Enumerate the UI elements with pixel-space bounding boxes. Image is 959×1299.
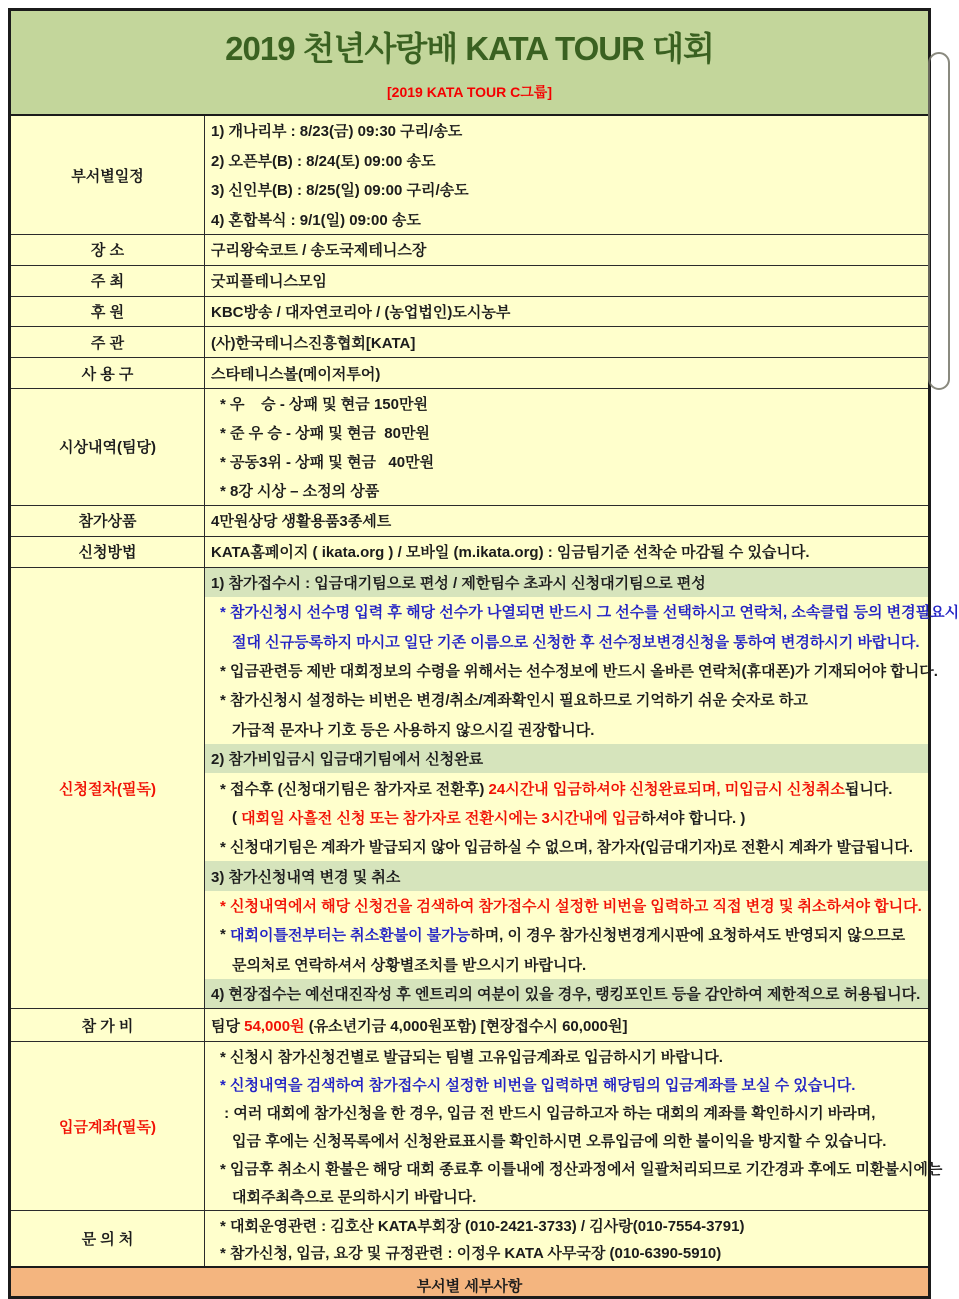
- text-segment: 54,000원: [244, 1017, 305, 1035]
- text-line: [205, 1098, 928, 1126]
- row-fee: [11, 1008, 928, 1041]
- row-content-contact: [205, 1211, 928, 1266]
- text-segment: 3) 참가신청내역 변경 및 취소: [211, 868, 401, 886]
- row-schedule: [11, 116, 928, 234]
- text-segment: KBC방송 / 대자연코리아 / (농업법인)도시농부: [211, 303, 511, 321]
- text-segment: 대회이틀전부터는 취소환불이 불가능: [230, 927, 471, 945]
- text-line: [205, 476, 928, 505]
- text-line: [205, 920, 928, 949]
- text-segment: 3) 신인부(B) : 8/25(일) 09:00 구리/송도: [211, 182, 469, 200]
- text-segment: : 여러 대회에 참가신청을 한 경우, 입금 전 반드시 입금하고자 하는 대회의 계좌를 확인하시기 바라며,: [220, 1104, 876, 1122]
- footer-section-title: 부서별 세부사항: [416, 1278, 523, 1296]
- text-segment: 2) 오픈부(B) : 8/24(토) 09:00 송도: [211, 152, 436, 170]
- text-segment: 팀당: [211, 1017, 245, 1035]
- row-method: [11, 536, 928, 567]
- row-label-account: 입금계좌(필독): [11, 1042, 205, 1210]
- row-label-host: 주 최: [11, 266, 205, 296]
- text-segment: * 참가신청, 입금, 요강 및 규정관련 : 이정우 KATA 사무국장 (010-6390-5910): [220, 1245, 722, 1263]
- text-line: [205, 297, 928, 327]
- text-line: [205, 537, 928, 567]
- text-segment: * 신청내역에서 해당 신청건을 검색하여 참가접수시 설정한 비번을 입력하고 직접 변경 및 취소하셔야 합니다.: [220, 898, 922, 916]
- text-line: [205, 506, 928, 536]
- document-header: [11, 11, 928, 116]
- text-segment: * 우 승 - 상패 및 현금 150만원: [220, 395, 428, 413]
- text-line: [205, 744, 928, 773]
- row-content-method: [205, 537, 928, 567]
- row-procedure: [11, 567, 959, 1009]
- text-segment: 4) 현장접수는 예선대진작성 후 엔트리의 여분이 있을 경우, 랭킹포인트 등을 감안하여 제한적으로 허용됩니다.: [211, 986, 921, 1004]
- text-segment: (유소년기금 4,000원포함) [현장접수시 60,000원]: [304, 1017, 628, 1035]
- text-segment: 스타테니스볼(메이저투어): [211, 365, 381, 383]
- row-host: [11, 265, 928, 296]
- text-segment: 가급적 문자나 기호 등은 사용하지 않으시길 권장합니다.: [232, 721, 595, 739]
- text-line: [205, 1070, 928, 1098]
- text-segment: 2) 참가비입금시 입금대기팀에서 신청완료: [211, 751, 484, 769]
- text-line: [205, 389, 928, 418]
- row-ball: [11, 357, 928, 388]
- text-segment: * 신청대기팀은 계좌가 발급되지 않아 입금하실 수 없으며, 참가자(입금대기자)로 전환시 계좌가 발급됩니다.: [220, 839, 914, 857]
- text-line: [205, 358, 928, 388]
- row-venue: [11, 234, 928, 265]
- row-contact: [11, 1210, 928, 1266]
- text-line: [205, 832, 928, 861]
- text-segment: 절대 신규등록하지 마시고 일단 기존 이름으로 신청한 후 선수정보변경신청을 통하여 변경하시기 바랍니다.: [232, 633, 920, 651]
- row-label-venue: 장 소: [11, 235, 205, 265]
- info-table: [11, 116, 959, 1266]
- text-segment: * 공동3위 - 상패 및 현금 40만원: [220, 453, 435, 471]
- text-line: [205, 773, 928, 802]
- footer-section-bar: [11, 1266, 928, 1296]
- row-content-sponsor: [205, 297, 928, 327]
- text-segment: 대회일 사흘전 신청 또는 참가자로 전환시에는 3시간내에 입금: [241, 809, 641, 827]
- text-segment: * 8강 시상 – 소정의 상품: [220, 482, 380, 500]
- row-label-schedule: 부서별일정: [11, 116, 205, 234]
- text-segment: 4) 혼합복식 : 9/1(일) 09:00 송도: [211, 211, 421, 229]
- text-segment: (사)한국테니스진흥협회[KATA]: [211, 334, 416, 352]
- row-content-host: [205, 266, 928, 296]
- text-segment: KATA홈페이지 ( ikata.org ) / 모바일 (m.ikata.org) : 임금팀기준 선착순 마감될 수 있습니다.: [211, 544, 810, 562]
- row-label-contact: 문 의 처: [11, 1211, 205, 1266]
- text-segment: 4만원상당 생활용품3종세트: [211, 513, 392, 531]
- text-segment: 1) 개나리부 : 8/23(금) 09:30 구리/송도: [211, 123, 463, 141]
- text-line: [205, 950, 928, 979]
- text-line: [205, 861, 928, 890]
- text-segment: 입금 후에는 신청목록에서 신청완료표시를 확인하시면 오류입금에 의한 불이익을 방지할 수 있습니다.: [232, 1132, 887, 1150]
- row-content-account: [205, 1042, 943, 1210]
- text-segment: * 참가신청시 선수명 입력 후 해당 선수가 나열되면 반드시 그 선수를 선택하시고 연락처, 소속클럽 등의 변경필요시: [220, 604, 959, 622]
- text-line: [205, 1154, 943, 1182]
- tournament-notice-document: [8, 8, 959, 1299]
- text-segment: * 접수후 (신청대기팀은 참가자로 전환후): [220, 780, 489, 798]
- row-label-ball: 사 용 구: [11, 358, 205, 388]
- text-segment: 하셔야 합니다. ): [640, 809, 746, 827]
- text-segment: * 신청시 참가신청건별로 발급되는 팀별 고유입금계좌로 입금하시기 바랍니다.: [220, 1048, 723, 1066]
- text-line: [205, 1182, 928, 1210]
- text-line: [205, 656, 938, 685]
- text-segment: * 입금후 취소시 환불은 해당 대회 종료후 이틀내에 정산과정에서 일괄처리되므로 기간경과 후에도 미환불시에는: [220, 1160, 943, 1178]
- text-segment: 대회주최측으로 문의하시기 바랍니다.: [232, 1188, 477, 1206]
- text-line: [205, 418, 928, 447]
- text-segment: 1) 참가접수시 : 입금대기팀으로 편성 / 제한팀수 초과시 신청대기팀으로 편성: [211, 574, 706, 592]
- row-content-prize: [205, 506, 928, 536]
- text-line: [205, 597, 959, 626]
- text-segment: 구리왕숙코트 / 송도국제테니스장: [211, 242, 427, 260]
- row-label-awards: 시상내역(팀당): [11, 389, 205, 505]
- text-line: [205, 175, 928, 205]
- row-organizer: [11, 326, 928, 357]
- text-segment: (: [232, 808, 242, 826]
- text-line: [205, 715, 928, 744]
- row-content-schedule: [205, 116, 928, 234]
- text-segment: * 신청내역을 검색하여 참가접수시 설정한 비번을 입력하면 해당팀의 입금계좌를 보실 수 있습니다.: [220, 1076, 856, 1094]
- text-line: [205, 803, 928, 832]
- row-label-prize: 참가상품: [11, 506, 205, 536]
- text-line: [205, 447, 928, 476]
- row-label-procedure: 신청절차(필독): [11, 568, 205, 1009]
- row-prize: [11, 505, 928, 536]
- text-line: [205, 568, 928, 597]
- text-line: [205, 146, 928, 176]
- text-line: [205, 1126, 928, 1154]
- text-line: [205, 205, 928, 235]
- text-segment: 문의처로 연락하셔서 상황별조치를 받으시기 바랍니다.: [232, 956, 587, 974]
- text-segment: * 참가신청시 설정하는 비번은 변경/취소/계좌확인시 필요하므로 기억하기 쉬운 숫자로 하고: [220, 692, 808, 710]
- text-segment: 하며, 이 경우 참가신청변경게시판에 요청하셔도 반영되지 않으므로: [470, 927, 906, 945]
- row-label-sponsor: 후 원: [11, 297, 205, 327]
- row-label-method: 신청방법: [11, 537, 205, 567]
- row-content-ball: [205, 358, 928, 388]
- text-segment: * 입금관련등 제반 대회정보의 수령을 위해서는 선수정보에 반드시 올바른 연락처(휴대폰)가 기재되어야 합니다.: [220, 662, 938, 680]
- text-line: [205, 979, 928, 1008]
- group-subtitle: [2019 KATA TOUR C그룹]: [387, 84, 552, 100]
- text-segment: 굿피플테니스모임: [211, 273, 327, 291]
- text-line: [205, 327, 928, 357]
- page-title: 2019 천년사랑배 KATA TOUR 대회: [225, 30, 714, 67]
- text-line: [205, 1211, 928, 1239]
- text-line: [205, 235, 928, 265]
- row-content-organizer: [205, 327, 928, 357]
- text-line: [205, 626, 928, 655]
- text-line: [205, 891, 928, 920]
- row-content-procedure: [205, 568, 959, 1009]
- text-segment: *: [220, 926, 231, 944]
- text-line: [205, 1042, 928, 1070]
- row-content-awards: [205, 389, 928, 505]
- text-segment: * 준 우 승 - 상패 및 현금 80만원: [220, 424, 430, 442]
- text-line: [205, 1009, 928, 1041]
- text-segment: * 대회운영관련 : 김호산 KATA부회장 (010-2421-3733) / 김사랑(010-7554-3791): [220, 1217, 745, 1235]
- row-label-fee: 참 가 비: [11, 1009, 205, 1041]
- right-edge-rounded-frame: [928, 52, 950, 390]
- text-segment: 됩니다.: [844, 780, 893, 798]
- text-line: [205, 116, 928, 146]
- row-awards: [11, 388, 928, 505]
- row-account: [11, 1041, 943, 1210]
- row-content-venue: [205, 235, 928, 265]
- row-content-fee: [205, 1009, 928, 1041]
- text-line: [205, 685, 928, 714]
- text-line: [205, 266, 928, 296]
- text-segment: 24시간내 입금하셔야 신청완료되며, 미입금시 신청취소: [488, 780, 845, 798]
- text-line: [205, 1239, 928, 1267]
- row-label-organizer: 주 관: [11, 327, 205, 357]
- row-sponsor: [11, 296, 928, 327]
